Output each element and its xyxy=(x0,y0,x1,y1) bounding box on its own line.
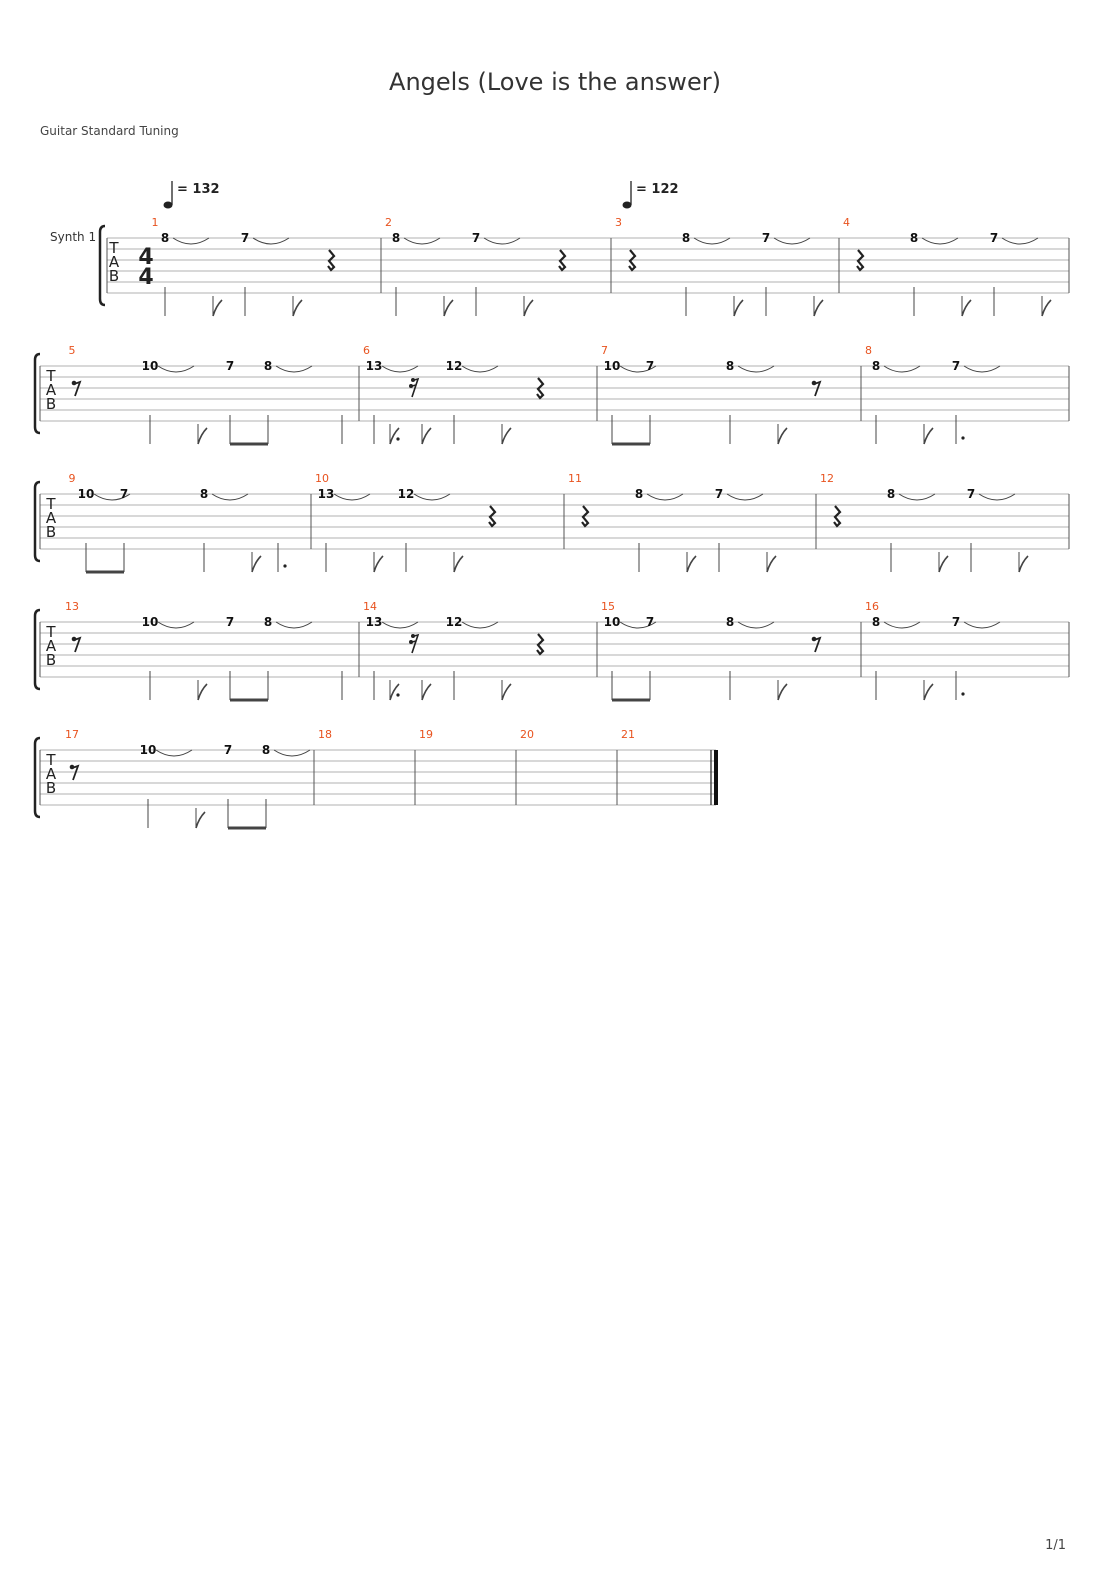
measure-number: 4 xyxy=(843,216,850,229)
eighth-flag xyxy=(767,556,776,572)
eighth-flag xyxy=(814,300,823,316)
measure-number: 12 xyxy=(820,472,834,485)
eighth-rest xyxy=(814,638,820,652)
fret-number: 7 xyxy=(714,487,724,501)
measure-number: 19 xyxy=(419,728,433,741)
eighth-flag xyxy=(939,556,948,572)
system-bracket xyxy=(35,354,40,433)
measure-number: 3 xyxy=(615,216,622,229)
fret-number: 10 xyxy=(141,615,159,629)
fret-number: 8 xyxy=(160,231,170,245)
eighth-flag xyxy=(422,684,431,700)
eighth-flag xyxy=(778,684,787,700)
fret-number: 13 xyxy=(365,615,383,629)
let-ring-tie xyxy=(173,238,209,244)
let-ring-tie xyxy=(212,494,248,500)
let-ring-tie xyxy=(484,238,520,244)
tab-clef-letter: B xyxy=(45,523,57,541)
eighth-flag xyxy=(422,428,431,444)
fret-number: 8 xyxy=(725,359,735,373)
fret-number: 7 xyxy=(119,487,129,501)
eighth-flag xyxy=(687,556,696,572)
dot xyxy=(396,693,399,696)
let-ring-tie xyxy=(276,622,312,628)
fret-number: 10 xyxy=(603,615,621,629)
eighth-flag xyxy=(374,556,383,572)
measure-number: 1 xyxy=(151,216,159,229)
fret-number: 8 xyxy=(886,487,896,501)
dot xyxy=(961,692,964,695)
fret-number: 7 xyxy=(951,359,961,373)
let-ring-tie xyxy=(158,366,194,372)
fret-number: 10 xyxy=(139,743,157,757)
let-ring-tie xyxy=(884,622,920,628)
eighth-flag xyxy=(502,684,511,700)
tab-clef-letter: T xyxy=(46,751,56,769)
eighth-flag xyxy=(924,428,933,444)
let-ring-tie xyxy=(462,622,498,628)
let-ring-tie xyxy=(694,238,730,244)
tab-clef-letter: A xyxy=(45,381,57,399)
let-ring-tie xyxy=(404,238,440,244)
fret-number: 7 xyxy=(225,615,235,629)
let-ring-tie xyxy=(979,494,1015,500)
let-ring-tie xyxy=(276,366,312,372)
measure-number: 8 xyxy=(865,344,872,357)
tab-clef-letter: B xyxy=(108,267,120,285)
let-ring-tie xyxy=(158,622,194,628)
fret-number: 13 xyxy=(365,359,383,373)
eighth-rest xyxy=(814,382,820,396)
measure-number: 5 xyxy=(68,344,76,357)
let-ring-tie xyxy=(884,366,920,372)
fret-number: 12 xyxy=(445,359,463,373)
tab-clef-letter: T xyxy=(46,623,56,641)
tab-clef-letter: A xyxy=(45,765,57,783)
let-ring-tie xyxy=(462,366,498,372)
let-ring-tie xyxy=(274,750,310,756)
eighth-rest xyxy=(72,766,78,780)
fret-number: 10 xyxy=(141,359,159,373)
measure-number: 11 xyxy=(568,472,582,485)
eighth-flag xyxy=(734,300,743,316)
tab-clef-letter: T xyxy=(46,367,56,385)
eighth-flag xyxy=(962,300,971,316)
measure-number: 21 xyxy=(621,728,635,741)
let-ring-tie xyxy=(253,238,289,244)
eighth-flag xyxy=(196,812,205,828)
let-ring-tie xyxy=(964,366,1000,372)
fret-number: 8 xyxy=(871,615,881,629)
fret-number: 13 xyxy=(317,487,335,501)
eighth-flag xyxy=(1019,556,1028,572)
eighth-flag xyxy=(390,428,399,444)
system-bracket xyxy=(35,482,40,561)
measure-number: 10 xyxy=(315,472,329,485)
tab-clef-letter: T xyxy=(46,495,56,513)
system-bracket xyxy=(35,610,40,689)
fret-number: 8 xyxy=(909,231,919,245)
eighth-flag xyxy=(1042,300,1051,316)
fret-number: 10 xyxy=(603,359,621,373)
eighth-flag xyxy=(198,684,207,700)
fret-number: 7 xyxy=(989,231,999,245)
dot xyxy=(961,436,964,439)
fret-number: 12 xyxy=(445,615,463,629)
tab-clef-letter: T xyxy=(109,239,119,257)
fret-number: 7 xyxy=(645,359,655,373)
fret-number: 10 xyxy=(77,487,95,501)
tempo-marking: = 122 xyxy=(636,182,679,197)
fret-number: 8 xyxy=(681,231,691,245)
tab-clef-letter: A xyxy=(45,509,57,527)
fret-number: 7 xyxy=(225,359,235,373)
measure-number: 17 xyxy=(65,728,79,741)
tuning-label: Guitar Standard Tuning xyxy=(40,124,179,138)
let-ring-tie xyxy=(382,622,418,628)
tab-clef-letter: A xyxy=(45,637,57,655)
fret-number: 7 xyxy=(645,615,655,629)
measure-number: 2 xyxy=(385,216,392,229)
eighth-flag xyxy=(524,300,533,316)
measure-number: 6 xyxy=(363,344,370,357)
let-ring-tie xyxy=(1002,238,1038,244)
let-ring-tie xyxy=(334,494,370,500)
eighth-flag xyxy=(213,300,222,316)
fret-number: 8 xyxy=(725,615,735,629)
system-bracket xyxy=(35,738,40,817)
fret-number: 7 xyxy=(240,231,250,245)
fret-number: 8 xyxy=(391,231,401,245)
tab-clef-letter: A xyxy=(108,253,120,271)
tempo-quarter-note-head xyxy=(623,202,632,209)
fret-number: 8 xyxy=(634,487,644,501)
time-signature-top: 4 xyxy=(138,245,154,270)
tab-clef-letter: B xyxy=(45,651,57,669)
eighth-flag xyxy=(924,684,933,700)
let-ring-tie xyxy=(382,366,418,372)
let-ring-tie xyxy=(922,238,958,244)
tempo-quarter-note-head xyxy=(164,202,173,209)
measure-number: 15 xyxy=(601,600,615,613)
eighth-flag xyxy=(502,428,511,444)
dot xyxy=(396,437,399,440)
eighth-flag xyxy=(778,428,787,444)
eighth-flag xyxy=(198,428,207,444)
measure-number: 16 xyxy=(865,600,879,613)
fret-number: 7 xyxy=(223,743,233,757)
let-ring-tie xyxy=(647,494,683,500)
fret-number: 8 xyxy=(871,359,881,373)
eighth-rest xyxy=(74,638,80,652)
let-ring-tie xyxy=(774,238,810,244)
track-name: Synth 1 xyxy=(50,230,97,244)
fret-number: 8 xyxy=(263,359,273,373)
fret-number: 7 xyxy=(966,487,976,501)
let-ring-tie xyxy=(899,494,935,500)
let-ring-tie xyxy=(414,494,450,500)
tab-clef-letter: B xyxy=(45,395,57,413)
fret-number: 8 xyxy=(263,615,273,629)
fret-number: 8 xyxy=(261,743,271,757)
let-ring-tie xyxy=(156,750,192,756)
song-title: Angels (Love is the answer) xyxy=(389,68,721,96)
fret-number: 7 xyxy=(471,231,481,245)
fret-number: 12 xyxy=(397,487,415,501)
eighth-flag xyxy=(444,300,453,316)
let-ring-tie xyxy=(738,366,774,372)
fret-number: 7 xyxy=(761,231,771,245)
let-ring-tie xyxy=(738,622,774,628)
measure-number: 14 xyxy=(363,600,377,613)
let-ring-tie xyxy=(727,494,763,500)
time-signature-bottom: 4 xyxy=(138,265,154,290)
page-number: 1/1 xyxy=(1045,1538,1066,1553)
fret-number: 7 xyxy=(951,615,961,629)
measure-number: 18 xyxy=(318,728,332,741)
measure-number: 9 xyxy=(68,472,76,485)
measure-number: 20 xyxy=(520,728,534,741)
eighth-rest xyxy=(74,382,80,396)
eighth-flag xyxy=(252,556,261,572)
eighth-flag xyxy=(454,556,463,572)
tab-clef-letter: B xyxy=(45,779,57,797)
eighth-flag xyxy=(293,300,302,316)
fret-number: 8 xyxy=(199,487,209,501)
eighth-flag xyxy=(390,684,399,700)
let-ring-tie xyxy=(964,622,1000,628)
measure-number: 13 xyxy=(65,600,79,613)
measure-number: 7 xyxy=(601,344,608,357)
tempo-marking: = 132 xyxy=(177,182,220,197)
system-bracket xyxy=(100,226,105,305)
dot xyxy=(283,564,286,567)
